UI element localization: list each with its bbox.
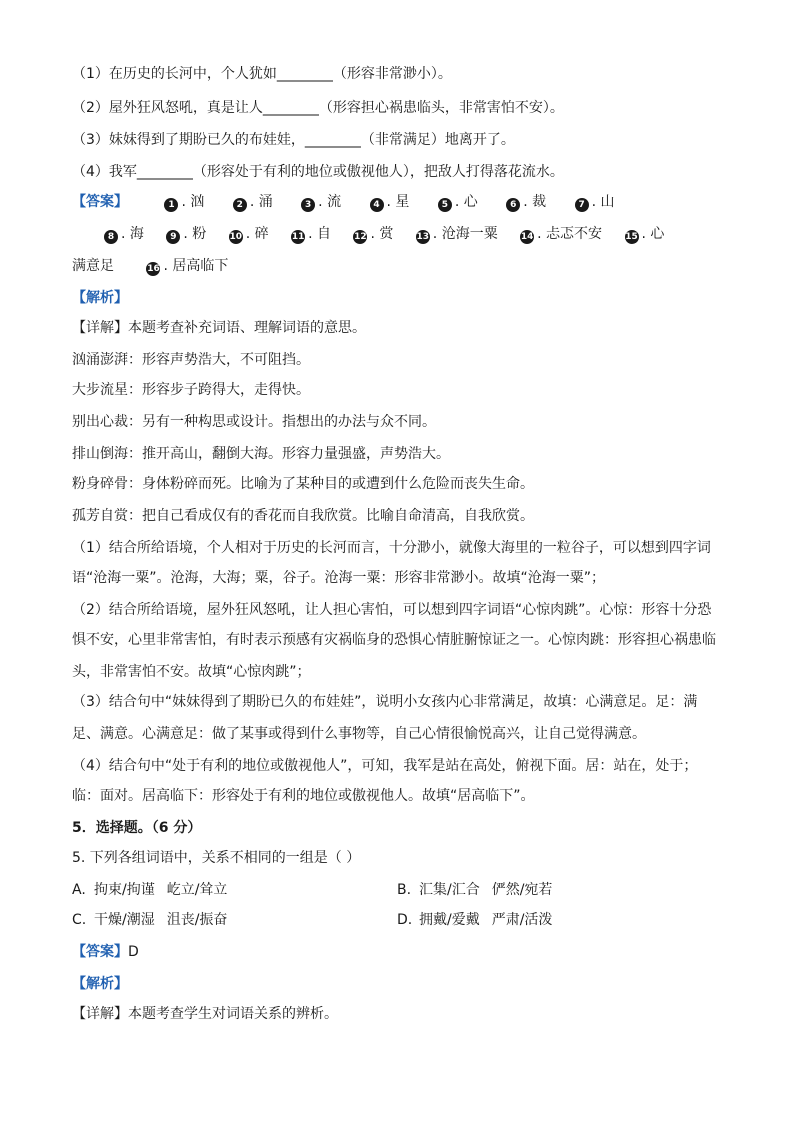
- answer-item: 13 . 沧海一粟: [416, 226, 498, 242]
- analysis-line: 孤芳自赏：把自己看成仅有的香花而自我欣赏。比喻自命清高，自我欣赏。: [72, 508, 534, 524]
- question-1: （1）在历史的长河中，个人犹如________（形容非常渺小）。: [72, 66, 452, 82]
- analysis-line: 大步流星：形容步子跨得大，走得快。: [72, 382, 310, 398]
- answer-5: 【答案】D: [72, 944, 139, 960]
- question-4: （4）我军________（形容处于有利的地位或傲视他人），把敌人打得落花流水。: [72, 164, 564, 180]
- answer-item: 4 . 星: [370, 190, 410, 214]
- option-a[interactable]: A. 拘束/拘谨 屹立/耸立: [72, 882, 228, 898]
- answer-row-3: [72, 254, 252, 278]
- analysis-line: 排山倒海：推开高山，翻倒大海。形容力量强盛，声势浩大。: [72, 446, 450, 462]
- answer-item: 8 . 海: [104, 222, 144, 246]
- answer-item: 3 . 流: [301, 190, 341, 214]
- analysis-line: 惧不安，心里非常害怕，有时表示预感有灾祸临身的恐惧心情脏腑惊证之一。心惊肉跳：形容担心祸患临: [72, 632, 716, 648]
- option-b[interactable]: B. 汇集/汇合 俨然/宛若: [397, 882, 553, 898]
- analysis-line: 汹涌澎湃：形容声势浩大，不可阻挡。: [72, 352, 310, 368]
- analysis-tag: 【解析】: [72, 290, 128, 306]
- analysis-line: 语“沧海一粟”。沧海，大海；粟，谷子。沧海一粟：形容非常渺小。故填“沧海一粟”；: [72, 570, 606, 586]
- question-3: （3）妹妹得到了期盼已久的布娃娃，________（非常满足）地离开了。: [72, 132, 515, 148]
- question-2: （2）屋外狂风怒吼，真是让人________（形容担心祸患临头，非常害怕不安）。: [72, 100, 564, 116]
- analysis-line: （1）结合所给语境，个人相对于历史的长河而言，十分渺小，就像大海里的一粒谷子，可以想到四字词: [72, 540, 711, 556]
- answer-item: 12 . 赏: [354, 226, 394, 242]
- answer-item: 5 . 心: [438, 190, 478, 214]
- answer-item: 2 . 涌: [233, 190, 273, 214]
- answer-item: 15 . 心: [625, 226, 665, 242]
- question-5-stem: 5. 下列各组词语中，关系不相同的一组是（ ）: [72, 850, 361, 866]
- answer-item: 7 . 山: [575, 190, 615, 214]
- answer-item: 11 . 自: [291, 226, 331, 242]
- answer-wrap-text: 满意足: [72, 258, 114, 274]
- analysis-line: （4）结合句中“处于有利的地位或傲视他人”，可知，我军是站在高处，俯视下面。居：站在，处于；: [72, 758, 698, 774]
- option-c[interactable]: C. 干燥/潮湿 沮丧/振奋: [72, 912, 228, 928]
- option-d[interactable]: D. 拥戴/爱戴 严肃/活泼: [397, 912, 553, 928]
- analysis-line: （3）结合句中“妹妹得到了期盼已久的布娃娃”，说明小女孩内心非常满足，故填：心满意足。足：满: [72, 694, 698, 710]
- answer-item: 14 . 忐忑不安: [520, 226, 603, 242]
- answer-item: 6 . 裁: [506, 190, 546, 214]
- answer-item: 10 . 碎: [229, 226, 269, 242]
- answer-row-1: [72, 190, 639, 214]
- analysis-line: 粉身碎骨：身体粉碎而死。比喻为了某种目的或遭到什么危险而丧失生命。: [72, 476, 534, 492]
- analysis-line: 足、满意。心满意足：做了某事或得到什么事物等，自己心情很愉悦高兴，让自己觉得满意。: [72, 726, 646, 742]
- analysis-line: 头，非常害怕不安。故填“心惊肉跳”；: [72, 664, 311, 680]
- analysis-line: （2）结合所给语境，屋外狂风怒吼，让人担心害怕，可以想到四字词语“心惊肉跳”。心惊：形容十分恐: [72, 602, 712, 618]
- analysis-detail: 【详解】本题考查补充词语、理解词语的意思。: [72, 320, 366, 336]
- analysis-5-tag: 【解析】: [72, 976, 128, 992]
- analysis-5-detail: 【详解】本题考查学生对词语关系的辨析。: [72, 1006, 338, 1022]
- answer-item: 1 . 汹: [164, 190, 204, 214]
- answer-row-2: [104, 222, 664, 246]
- analysis-line: 临：面对。居高临下：形容处于有利的地位或傲视他人。故填“居高临下”。: [72, 788, 535, 804]
- answer-item: 16 . 居高临下: [147, 258, 229, 274]
- analysis-line: 别出心裁：另有一种构思或设计。指想出的办法与众不同。: [72, 414, 436, 430]
- answer-tag: 【答案】: [72, 194, 128, 210]
- section-5-heading: 5．选择题。（6 分）: [72, 820, 202, 836]
- answer-item: 9 . 粉: [166, 222, 206, 246]
